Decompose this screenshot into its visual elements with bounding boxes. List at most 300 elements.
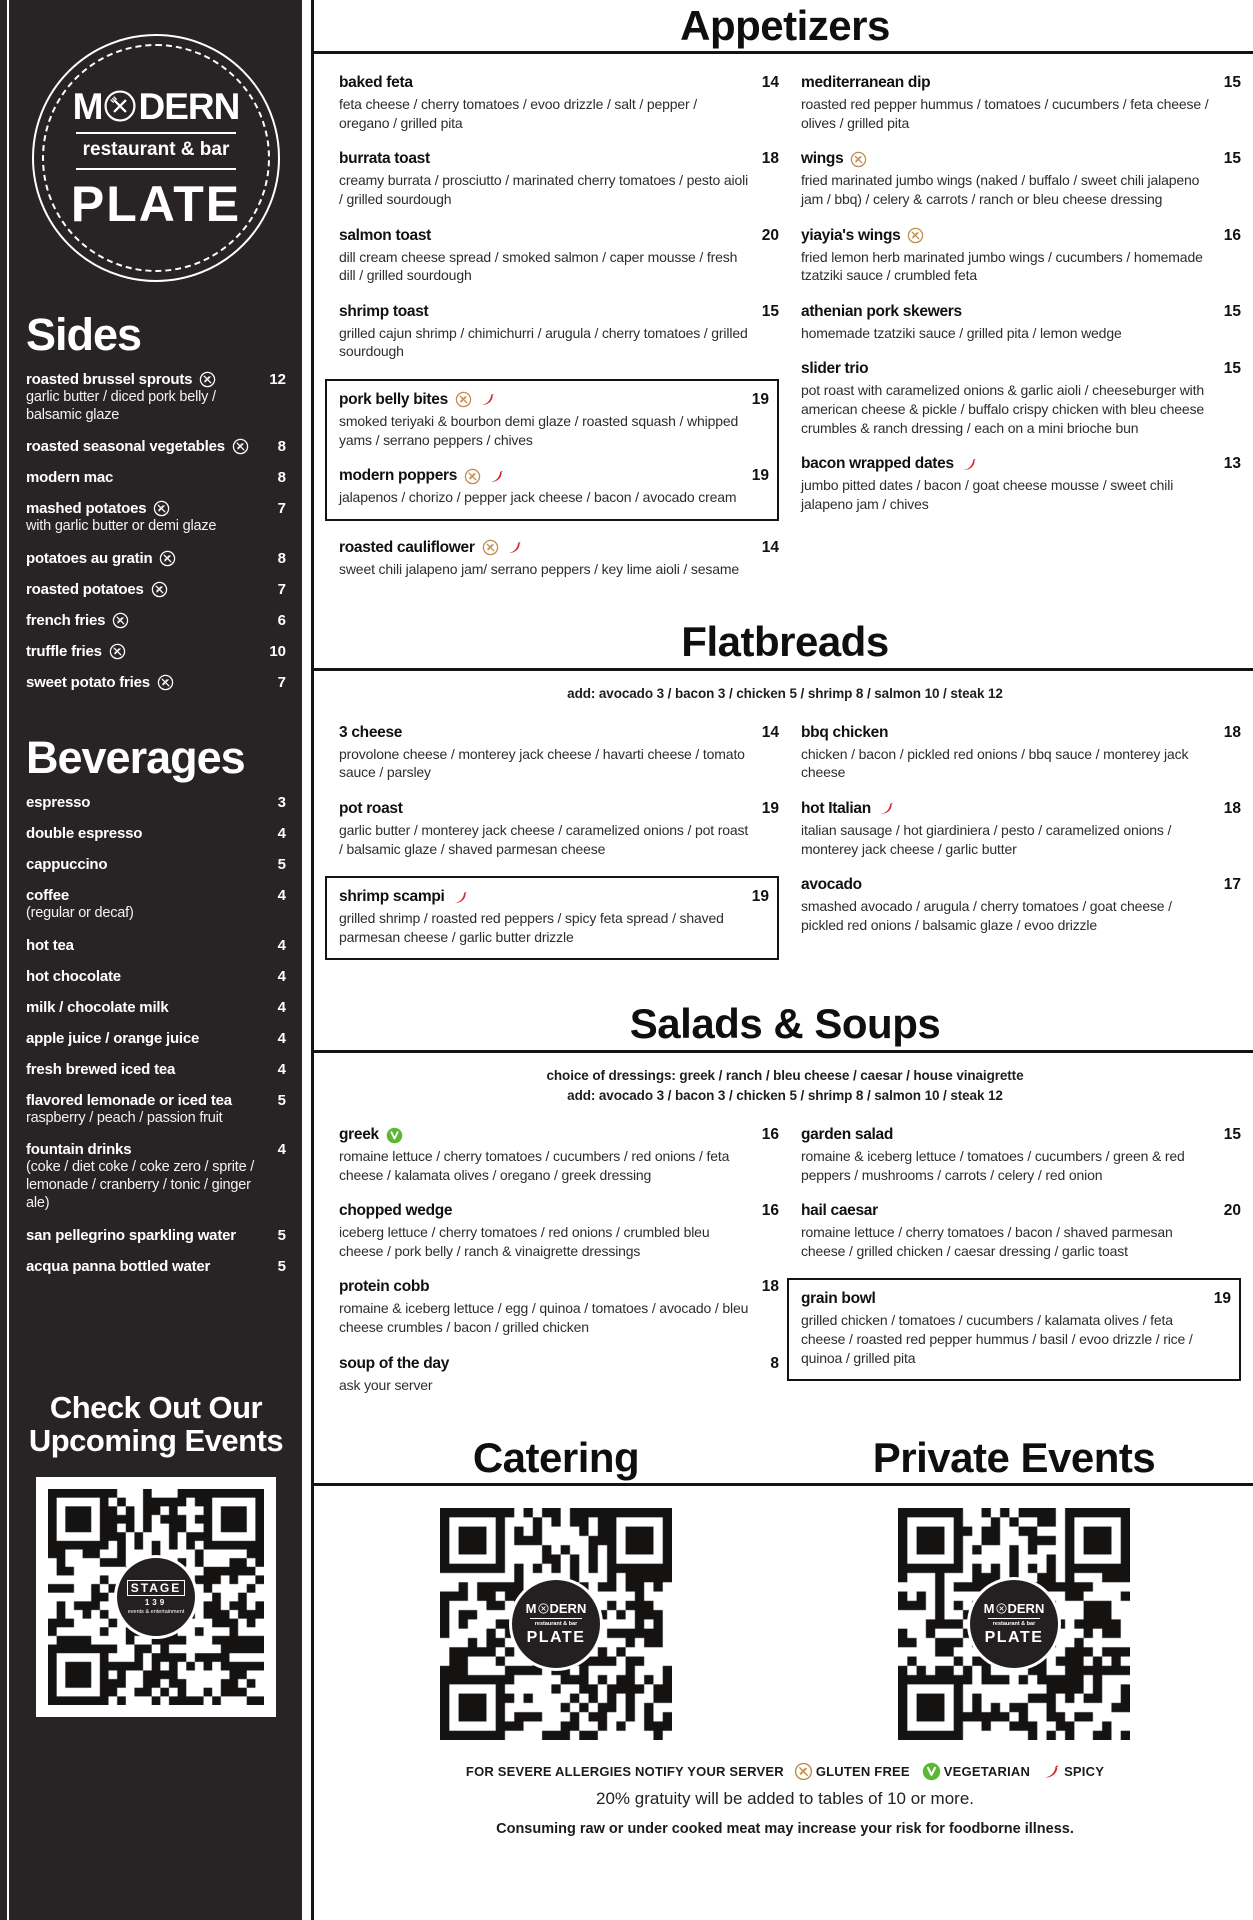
menu-item-header (26, 794, 286, 811)
menu-item-header (339, 724, 779, 742)
menu-item-price: 20 (761, 226, 779, 244)
menu-item (26, 371, 286, 424)
menu-item-price: 14 (761, 723, 779, 741)
menu-item-name: yiayia's wings (801, 226, 901, 244)
menu-item-price: 8 (770, 1354, 779, 1372)
menu-item-header (26, 550, 286, 567)
menu-item-header (339, 1202, 779, 1220)
sides-section (26, 309, 286, 692)
menu-item-price: 4 (277, 967, 286, 985)
logo-word-right: DERN (138, 85, 240, 127)
menu-item (339, 74, 779, 132)
menu-item-header (801, 303, 1241, 321)
menu-item-header (801, 876, 1241, 894)
menu-item (26, 825, 286, 842)
menu-item (339, 539, 779, 579)
menu-item-name: sweet potato fries (26, 674, 150, 692)
menu-item-header (801, 227, 1241, 245)
menu-item-header (26, 371, 286, 388)
menu-item-name: bacon wrapped dates (801, 455, 954, 473)
menu-item-price: 19 (751, 467, 769, 485)
menu-item-price: 6 (277, 612, 286, 630)
menu-item-name: apple juice / orange juice (26, 1029, 200, 1047)
stage-logo-tagline: events & entertainment (127, 1608, 185, 1615)
menu-item-header (26, 1258, 286, 1275)
menu-item (26, 581, 286, 598)
logo-tagline: restaurant & bar (82, 138, 230, 160)
legend-label: SPICY (1064, 1764, 1105, 1780)
menu-item-name: bbq chicken (801, 723, 889, 741)
menu-item-price: 17 (1223, 876, 1241, 894)
menu-item-description: grilled cajun shrimp / chimichurri / arugula / cherry tomatoes / grilled sourdough (339, 324, 748, 360)
appetizers-column-right (801, 74, 1241, 596)
menu-item (26, 1227, 286, 1244)
menu-item-name: 3 cheese (339, 723, 403, 741)
menu-item (339, 227, 779, 285)
fork-knife-circle-icon (538, 1603, 549, 1614)
menu-item (26, 643, 286, 660)
menu-item-description: (coke / diet coke / coke zero / sprite / lemonade / cranberry / tonic / ginger ale) (26, 1159, 255, 1211)
sidebar (0, 0, 302, 1920)
spicy-icon (961, 456, 978, 473)
menu-item-description: garlic butter / monterey jack cheese / caramelized onions / pot roast / balsamic glaze / shaved parmesan cheese (339, 821, 749, 857)
legend-item (1042, 1762, 1104, 1781)
menu-item-description: ask your server (339, 1376, 433, 1393)
menu-item (339, 467, 769, 507)
appetizers-section (327, 0, 1243, 598)
beverages-section (26, 732, 286, 1275)
gluten-free-icon (157, 674, 174, 691)
events-title-line2: Upcoming Events (28, 1422, 284, 1458)
menu-item-name: espresso (26, 794, 91, 812)
menu-item (339, 150, 779, 208)
menu-item-header (26, 643, 286, 660)
menu-item-price: 4 (277, 998, 286, 1016)
sides-list (26, 371, 286, 691)
catering-heading: Catering (472, 1434, 640, 1482)
menu-item-description: grilled shrimp / roasted red peppers / spicy feta spread / shaved parmesan cheese / garlic butter drizzle (339, 910, 724, 945)
menu-item-header (26, 937, 286, 954)
menu-item-header (26, 856, 286, 873)
menu-item-header (801, 150, 1241, 168)
menu-item-description: romaine & iceberg lettuce / egg / quinoa / tomatoes / avocado / bleu cheese crumbles / bacon / grilled chicken (339, 1300, 749, 1336)
menu-item-price: 4 (277, 1029, 286, 1047)
menu-item-header (801, 455, 1241, 473)
logo-word-left: M (72, 85, 103, 127)
menu-item-description: jumbo pitted dates / bacon / goat cheese mousse / sweet chili jalapeno jam / chives (801, 477, 1174, 512)
menu-item-name: roasted seasonal vegetables (26, 438, 225, 456)
menu-item-description: creamy burrata / prosciutto / marinated cherry tomatoes / pesto aioli / grilled sourdough (339, 172, 749, 207)
icon-legend (794, 1762, 1104, 1781)
menu-item (339, 800, 779, 858)
menu-item-description: with garlic butter or demi glaze (26, 518, 217, 535)
menu-item-price: 20 (1223, 1202, 1241, 1220)
stage-139-logo (117, 1558, 195, 1636)
menu-item-description: romaine lettuce / cherry tomatoes / bacon / shaved parmesan cheese / grilled chicken / caesar dressing / garlic toast (801, 1224, 1173, 1259)
menu-item-price: 4 (277, 936, 286, 954)
menu-item-price: 18 (761, 1278, 779, 1296)
gratuity-note: 20% gratuity will be added to tables of 10 or more. (596, 1789, 974, 1809)
salads-addons-note: add: avocado 3 / bacon 3 / chicken 5 / shrimp 8 / salmon 10 / steak 12 (567, 1087, 1003, 1103)
gluten-free-icon (153, 500, 170, 517)
bottom-qr-codes (327, 1486, 1243, 1740)
menu-item-header (26, 1092, 286, 1109)
menu-item-header (26, 887, 286, 904)
menu-item-price: 4 (277, 887, 286, 905)
menu-item-price: 12 (269, 371, 286, 388)
menu-item-price: 15 (761, 302, 779, 320)
menu-item (339, 888, 769, 946)
menu-item-description: roasted red pepper hummus / tomatoes / cucumbers / feta cheese / olives / grilled pita (801, 96, 1209, 131)
menu-item-price: 10 (269, 643, 286, 661)
menu-item-name: chopped wedge (339, 1202, 453, 1220)
menu-item-header (26, 674, 286, 691)
dressings-note: choice of dressings: greek / ranch / bleu cheese / caesar / house vinaigrette (546, 1067, 1024, 1083)
gluten-free-icon (151, 581, 168, 598)
menu-item-price: 18 (761, 150, 779, 168)
spicy-icon (878, 800, 895, 817)
menu-item (801, 800, 1241, 858)
fork-knife-circle-icon (103, 89, 137, 123)
menu-item-name: pot roast (339, 799, 403, 817)
menu-item-description: homemade tzatziki sauce / grilled pita / lemon wedge (801, 324, 1122, 341)
menu-item-price: 13 (1223, 455, 1241, 473)
menu-item-description: italian sausage / hot giardiniera / pesto / caramelized onions / monterey jack cheese / garlic butter (801, 821, 1172, 857)
menu-item-description: dill cream cheese spread / smoked salmon / caper mousse / fresh dill / grilled sourdough (339, 248, 738, 284)
highlight-box (787, 1278, 1241, 1381)
menu-item-name: athenian pork skewers (801, 302, 962, 320)
legend-item (922, 1762, 1030, 1781)
stage-logo-name: STAGE (127, 1580, 185, 1596)
menu-item-price: 5 (277, 1091, 286, 1109)
menu-item-name: wings (801, 150, 844, 168)
sidebar-pinstripe (7, 0, 9, 1920)
menu-item (26, 887, 286, 923)
menu-item-name: flavored lemonade or iced tea (26, 1091, 232, 1109)
menu-item-name: greek (339, 1126, 379, 1143)
section-rule (311, 668, 1253, 671)
menu-item-name: mashed potatoes (26, 500, 147, 518)
spicy-icon (479, 391, 496, 408)
gluten-free-icon (159, 550, 176, 567)
menu-item-price: 3 (277, 794, 286, 812)
flatbreads-heading: Flatbreads (681, 618, 889, 666)
menu-item-description: provolone cheese / monterey jack cheese / havarti cheese / tomato sauce / parsley (339, 745, 745, 781)
menu-item-name: grain bowl (801, 1290, 876, 1308)
menu-item (26, 1061, 286, 1078)
private-events-qr-code (898, 1508, 1130, 1740)
allergy-notice: FOR SEVERE ALLERGIES NOTIFY YOUR SERVER (465, 1764, 784, 1780)
menu-item-description: jalapenos / chorizo / pepper jack cheese / bacon / avocado cream (339, 489, 737, 506)
menu-item-name: avocado (801, 876, 862, 894)
menu-item (339, 1355, 779, 1395)
highlight-box (325, 379, 779, 521)
menu-item (339, 391, 769, 449)
logo-divider (76, 168, 236, 170)
menu-item-name: protein cobb (339, 1278, 430, 1296)
menu-item-price: 19 (751, 888, 769, 906)
menu-item-header (801, 1202, 1241, 1220)
menu-item (26, 674, 286, 691)
menu-item-price: 8 (277, 550, 286, 568)
menu-item-price: 5 (277, 1226, 286, 1244)
menu-item-price: 19 (751, 390, 769, 408)
salads-columns (327, 1106, 1243, 1414)
menu-item-header (339, 1278, 779, 1296)
logo-wordmark-bottom: PLATE (70, 175, 242, 232)
sidebar-content (0, 34, 302, 1717)
mini-logo-wordmark: M DERN (525, 1600, 587, 1616)
menu-item (801, 150, 1241, 208)
menu-item (26, 856, 286, 873)
gluten-free-icon (199, 371, 216, 388)
menu-item-price: 5 (277, 856, 286, 874)
menu-item-header (339, 1355, 779, 1373)
menu-item-name: roasted potatoes (26, 581, 144, 599)
logo-divider (76, 132, 236, 134)
private-events-heading: Private Events (872, 1434, 1156, 1482)
menu-item (801, 1290, 1231, 1367)
modern-plate-logo (32, 34, 280, 282)
menu-footer (327, 1762, 1243, 1837)
menu-item (26, 794, 286, 811)
events-qr-code (36, 1477, 276, 1717)
menu-item-description: iceberg lettuce / cherry tomatoes / red onions / crumbled bleu cheese / pork belly / ranch & vinaigrette dressings (339, 1224, 710, 1259)
menu-item-name: truffle fries (26, 643, 102, 661)
menu-item-name: hail caesar (801, 1202, 878, 1220)
menu-item-name: shrimp scampi (339, 888, 445, 906)
gluten-free-icon (482, 539, 499, 556)
flatbreads-column-left (339, 724, 779, 979)
menu-item (26, 1258, 286, 1275)
menu-item-header (801, 1290, 1231, 1308)
gluten-free-icon (455, 391, 472, 408)
menu-item-name: cappuccino (26, 856, 108, 874)
menu-item-header (26, 500, 286, 517)
menu-item-description: fried lemon herb marinated jumbo wings / cucumbers / homemade tzatziki sauce / crumbled feta (801, 248, 1203, 284)
menu-item-description: (regular or decaf) (26, 905, 134, 922)
menu-item-price: 19 (1213, 1290, 1231, 1308)
menu-item-header (339, 391, 769, 409)
menu-item-name: french fries (26, 612, 106, 630)
spicy-icon (1042, 1762, 1061, 1781)
menu-item-header (339, 150, 779, 168)
allergy-line (327, 1762, 1243, 1781)
logo-wordmark-top (72, 85, 240, 127)
menu-item-header (339, 227, 779, 245)
menu-item-price: 15 (1223, 302, 1241, 320)
menu-item (801, 360, 1241, 437)
menu-item-price: 14 (761, 538, 779, 556)
menu-item-name: salmon toast (339, 226, 432, 244)
salads-heading: Salads & Soups (629, 1000, 941, 1048)
menu-item-description: fried marinated jumbo wings (naked / buffalo / sweet chili jalapeno jam / bbq) / celery & carrots / ranch or bleu cheese dressing (801, 172, 1200, 207)
menu-item-header (26, 438, 286, 455)
menu-item-description: romaine lettuce / cherry tomatoes / cucumbers / red onions / feta cheese / kalamata olives / oregano / greek dressing (339, 1148, 730, 1183)
menu-item-name: mediterranean dip (801, 74, 931, 92)
appetizers-columns (327, 54, 1243, 598)
menu-item-name: hot chocolate (26, 967, 121, 985)
menu-item-header (801, 1126, 1241, 1144)
gluten-free-icon (109, 643, 126, 660)
gluten-free-icon (907, 227, 924, 244)
menu-item (801, 227, 1241, 285)
legend-label: GLUTEN FREE (815, 1764, 910, 1780)
gluten-free-icon (112, 612, 129, 629)
menu-item-name: roasted brussel sprouts (26, 371, 193, 388)
modern-plate-mini-logo: M DERN restaurant & bar PLATE (512, 1580, 600, 1668)
menu-item-description: chicken / bacon / pickled red onions / bbq sauce / monterey jack cheese (801, 745, 1189, 781)
menu-item-description: feta cheese / cherry tomatoes / evoo drizzle / salt / pepper / oregano / grilled pita (339, 96, 697, 131)
menu-item-price: 15 (1223, 1126, 1241, 1143)
beverages-list (26, 794, 286, 1274)
menu-item (26, 999, 286, 1016)
menu-item-name: roasted cauliflower (339, 538, 475, 556)
menu-item (26, 1141, 286, 1212)
menu-item (26, 1092, 286, 1128)
gluten-free-icon (794, 1762, 813, 1781)
appetizers-heading: Appetizers (680, 2, 890, 49)
menu-item-header (26, 1141, 286, 1158)
menu-item-price: 7 (277, 500, 286, 518)
menu-item (26, 500, 286, 536)
menu-item (801, 1202, 1241, 1260)
menu-item (26, 1030, 286, 1047)
spicy-icon (452, 889, 469, 906)
menu-item (26, 438, 286, 455)
menu-item-name: milk / chocolate milk (26, 998, 169, 1016)
flatbreads-columns (327, 704, 1243, 981)
salads-section (327, 980, 1243, 1414)
events-promo (26, 1391, 286, 1718)
menu-item-header (339, 74, 779, 92)
menu-item-description: romaine & iceberg lettuce / tomatoes / cucumbers / green & red peppers / mushrooms / carrots / celery / red onion (801, 1148, 1185, 1183)
menu-item-header (26, 1061, 286, 1078)
modern-plate-mini-logo: M DERN restaurant & bar PLATE (970, 1580, 1058, 1668)
menu-item-name: acqua panna bottled water (26, 1257, 211, 1275)
menu-item (339, 724, 779, 782)
menu-item-name: modern mac (26, 469, 114, 487)
menu-item-header (26, 1030, 286, 1047)
menu-item-name: double espresso (26, 825, 143, 843)
bottom-headings (327, 1432, 1243, 1483)
menu-item (26, 550, 286, 567)
menu-item-price: 19 (761, 799, 779, 817)
menu-item-name: hot Italian (801, 799, 871, 817)
menu-item-price: 18 (1223, 723, 1241, 741)
beverages-title: Beverages (26, 732, 245, 784)
menu-item-price: 7 (277, 674, 286, 692)
menu-item-header (26, 1227, 286, 1244)
menu-item-price: 15 (1223, 74, 1241, 92)
legend-label: VEGETARIAN (943, 1764, 1031, 1780)
menu-item-name: shrimp toast (339, 302, 429, 320)
mini-logo-wordmark: M DERN (983, 1600, 1045, 1616)
gluten-free-icon (850, 151, 867, 168)
menu-item (801, 724, 1241, 782)
menu-item-header (26, 581, 286, 598)
menu-item-name: modern poppers (339, 467, 458, 485)
menu-item-price: 18 (1223, 799, 1241, 817)
catering-qr-code (440, 1508, 672, 1740)
menu-item-description: pot roast with caramelized onions & garlic aioli / cheeseburger with american cheese & pickle / buffalo crispy chicken with bleu cheese crumbles & ranch dressing / each on a mini brioche bun (801, 382, 1205, 436)
menu-item-price: 15 (1223, 360, 1241, 378)
menu-item-header (801, 74, 1241, 92)
section-rule (311, 1050, 1253, 1053)
sides-title: Sides (26, 309, 142, 360)
menu-item (26, 612, 286, 629)
menu-item-description: smoked teriyaki & bourbon demi glaze / roasted squash / whipped yams / serrano peppers / chives (339, 412, 739, 448)
menu-item-header (26, 612, 286, 629)
menu-item (801, 1126, 1241, 1184)
spicy-icon (488, 468, 505, 485)
menu-item-price: 4 (277, 1141, 286, 1159)
gluten-free-icon (464, 468, 481, 485)
menu-item-price: 16 (761, 1202, 779, 1220)
menu-item-header (801, 360, 1241, 378)
menu-item-name: burrata toast (339, 150, 430, 168)
appetizers-column-left (339, 74, 779, 596)
menu-item (339, 1202, 779, 1260)
flatbreads-section (327, 598, 1243, 980)
vegetarian-icon (386, 1127, 403, 1144)
salads-notes (327, 1066, 1243, 1107)
menu-item-price: 16 (761, 1126, 779, 1143)
menu-item (339, 1278, 779, 1336)
menu-item-name: hot tea (26, 936, 74, 954)
menu-item-price: 16 (1223, 226, 1241, 244)
flatbreads-column-right (801, 724, 1241, 979)
menu-item (801, 455, 1241, 513)
gluten-free-icon (232, 438, 249, 455)
menu-item-name: soup of the day (339, 1354, 450, 1372)
menu-item (26, 968, 286, 985)
menu-item (339, 1126, 779, 1184)
menu-item-price: 8 (277, 438, 286, 456)
menu-main (311, 0, 1253, 1920)
legend-item (794, 1762, 910, 1781)
menu-item-header (339, 467, 769, 485)
menu-item-price: 8 (277, 469, 286, 487)
salads-column-left (339, 1126, 779, 1412)
menu-item-header (801, 800, 1241, 818)
menu-item (801, 303, 1241, 343)
menu-item-description: grilled chicken / tomatoes / cucumbers / kalamata olives / feta cheese / roasted red pepper hummus / basil / evoo drizzle / rice / quinoa / grilled pita (801, 1312, 1193, 1366)
menu-item-name: garden salad (801, 1126, 894, 1143)
menu-item-header (339, 800, 779, 818)
menu-item-header (26, 469, 286, 486)
menu-item-name: slider trio (801, 360, 869, 378)
menu-item (801, 74, 1241, 132)
flatbreads-addons-note: add: avocado 3 / bacon 3 / chicken 5 / shrimp 8 / salmon 10 / steak 12 (567, 685, 1003, 701)
menu-item-header (339, 303, 779, 321)
menu-item (339, 303, 779, 361)
menu-item-header (339, 1126, 779, 1144)
menu-item-header (801, 724, 1241, 742)
menu-item-header (339, 539, 779, 557)
fork-knife-circle-icon (996, 1603, 1007, 1614)
menu-item-name: baked feta (339, 74, 413, 92)
menu-item-price: 14 (761, 74, 779, 92)
menu-item-name: coffee (26, 887, 69, 905)
menu-item-price: 15 (1223, 150, 1241, 168)
menu-item-name: san pellegrino sparkling water (26, 1226, 236, 1244)
highlight-box (325, 876, 779, 960)
menu-item-description: smashed avocado / arugula / cherry tomatoes / goat cheese / pickled red onions / balsamic glaze / evoo drizzle (801, 898, 1172, 933)
menu-item (801, 876, 1241, 934)
menu-item-description: sweet chili jalapeno jam/ serrano peppers / key lime aioli / sesame (339, 560, 740, 577)
menu-item (26, 937, 286, 954)
